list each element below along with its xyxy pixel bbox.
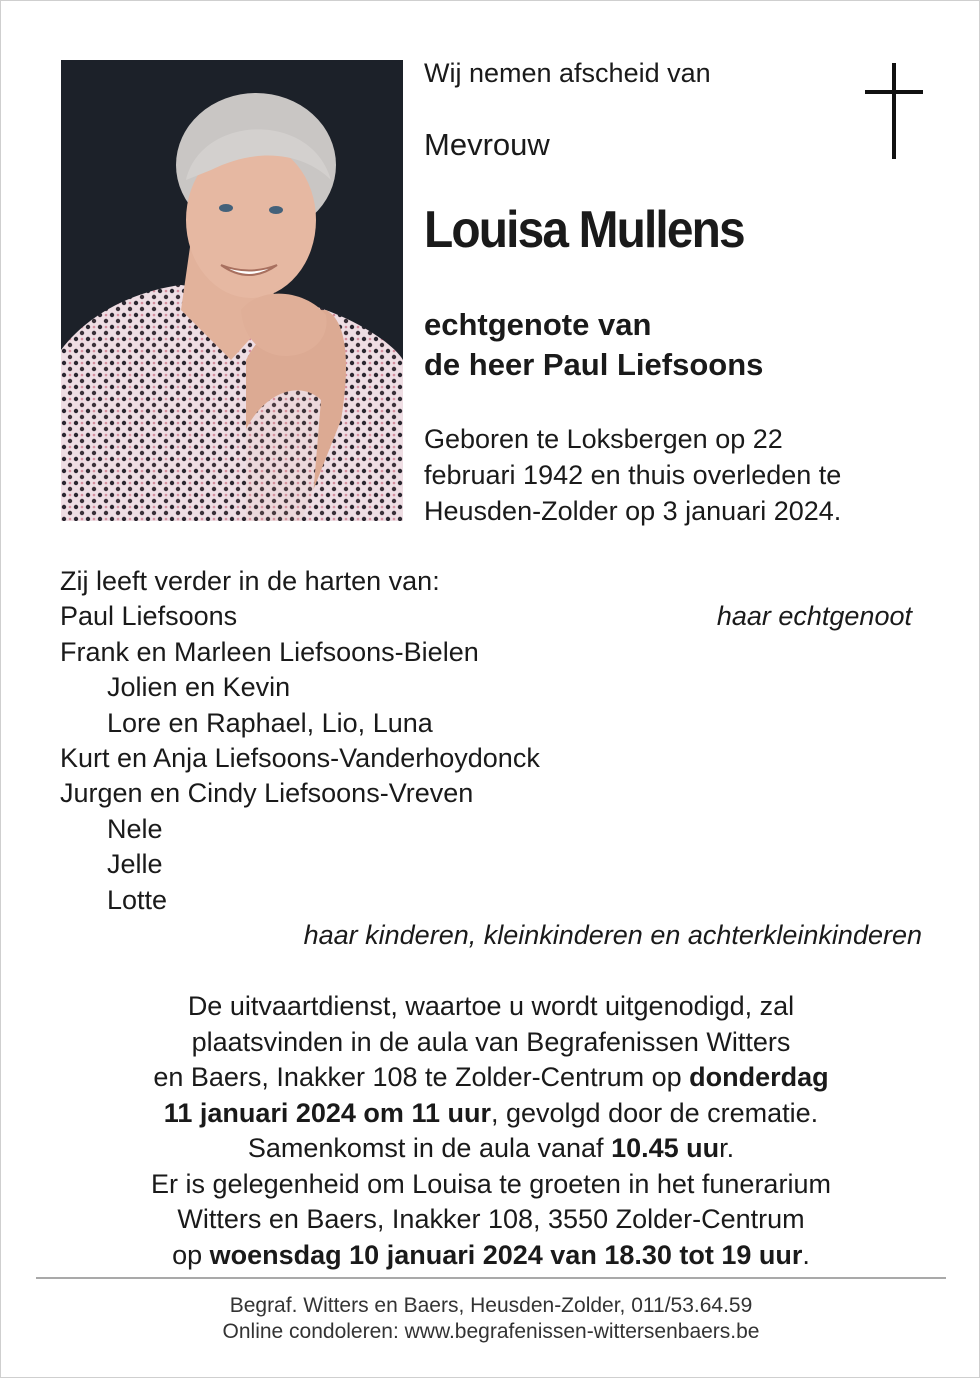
spouse-block xyxy=(424,305,763,385)
ceremony-line xyxy=(41,1096,941,1132)
portrait-photo xyxy=(61,60,403,521)
ceremony-text: . xyxy=(802,1239,810,1270)
ceremony-line: plaatsvinden in de aula van Begrafenissen Witters xyxy=(191,1026,791,1057)
ceremony-date-time: 11 januari 2024 om 11 uur xyxy=(163,1097,491,1128)
funeral-home-contact: Begraf. Witters en Baers, Heusden-Zolder, 011/53.64.59 xyxy=(229,1294,753,1317)
birth-line-1: Geboren te Loksbergen op 22 xyxy=(424,424,783,454)
family-heading: Zij leeft verder in de harten van: xyxy=(60,566,440,596)
family-member: Lore en Raphael, Lio, Luna xyxy=(107,707,433,738)
ceremony-line: Er is gelegenheid om Louisa te groeten in het funerarium xyxy=(151,1168,831,1199)
intro-text: Wij nemen afscheid van xyxy=(424,58,711,88)
ceremony-day: donderdag xyxy=(689,1062,829,1092)
spouse-line-1: echtgenote van xyxy=(424,307,652,342)
family-member: Lotte xyxy=(107,884,168,915)
ceremony-text: op xyxy=(172,1239,210,1270)
birth-line-2: februari 1942 en thuis overleden te xyxy=(424,460,842,490)
divider xyxy=(36,1277,946,1279)
condolence-link[interactable]: Online condoleren: www.begrafenissen-wittersenbaers.be xyxy=(222,1320,760,1343)
spouse-role: haar echtgenoot xyxy=(716,601,912,632)
ceremony-info xyxy=(41,989,941,1273)
children-role: haar kinderen, kleinkinderen en achterkleinkinderen xyxy=(303,919,922,950)
birth-line-3: Heusden-Zolder op 3 januari 2024. xyxy=(424,496,842,526)
ceremony-text: , gevolgd door de crematie. xyxy=(490,1097,819,1128)
cross-icon xyxy=(865,63,923,159)
family-member: Jolien en Kevin xyxy=(107,672,291,703)
family-member: Jurgen en Cindy Liefsoons-Vreven xyxy=(60,778,474,809)
ceremony-text: Samenkomst in de aula vanaf xyxy=(247,1133,612,1163)
family-member: Nele xyxy=(107,813,163,844)
visitation-date-time: woensdag 10 januari 2024 van 18.30 tot 19 uur xyxy=(209,1239,803,1270)
ceremony-line xyxy=(41,1060,941,1096)
family-list xyxy=(60,564,922,953)
ceremony-text: r. xyxy=(719,1133,735,1163)
family-member: Frank en Marleen Liefsoons-Bielen xyxy=(60,636,479,667)
ceremony-line xyxy=(41,1131,941,1167)
family-member xyxy=(60,599,922,634)
birth-death-info xyxy=(424,421,944,529)
honorific: Mevrouw xyxy=(424,127,550,162)
family-member-name: Paul Liefsoons xyxy=(60,601,238,632)
gathering-time: 10.45 uu xyxy=(611,1133,720,1163)
funeral-home-footer xyxy=(1,1293,980,1345)
ceremony-line: De uitvaartdienst, waartoe u wordt uitgenodigd, zal xyxy=(187,991,795,1021)
family-member: Jelle xyxy=(107,849,163,880)
ceremony-line xyxy=(41,1238,941,1274)
spouse-line-2: de heer Paul Liefsoons xyxy=(424,347,764,382)
family-member: Kurt en Anja Liefsoons-Vanderhoydonck xyxy=(60,742,540,773)
ceremony-line: Witters en Baers, Inakker 108, 3550 Zolder-Centrum xyxy=(177,1204,805,1234)
deceased-name: Louisa Mullens xyxy=(424,201,744,259)
ceremony-text: en Baers, Inakker 108 te Zolder-Centrum op xyxy=(153,1062,690,1092)
